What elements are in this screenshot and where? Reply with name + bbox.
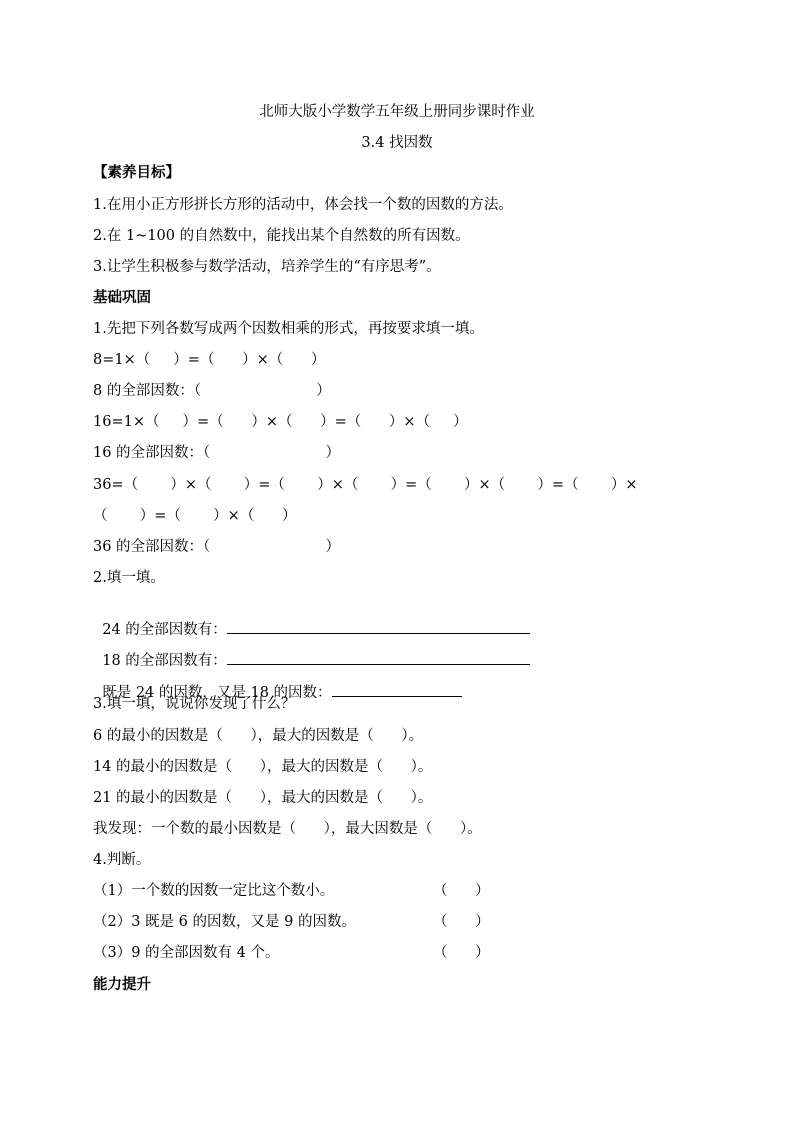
- goal-item-1: 1.在用小正方形拼长方形的活动中，体会找一个数的因数的方法。: [93, 197, 513, 213]
- q3-prompt: 3.填一填，说说你发现了什么？: [93, 696, 296, 712]
- goals-heading: 【素养目标】: [93, 165, 180, 181]
- goal-item-2: 2.在 1~100 的自然数中，能找出某个自然数的所有因数。: [93, 228, 470, 244]
- q4-answer-2[interactable]: （ ）: [433, 914, 490, 930]
- q3-line-21: 21 的最小的因数是（ ），最大的因数是（ ）。: [93, 790, 433, 806]
- q2-label-24: 24 的全部因数有：: [102, 622, 227, 638]
- q4-item-3: （3）9 的全部因数有 4 个。: [93, 945, 280, 961]
- q3-line-14: 14 的最小的因数是（ ），最大的因数是（ ）。: [93, 759, 433, 775]
- q2-prompt: 2.填一填。: [93, 570, 165, 586]
- q1-line-36-cont: （ ）=（ ）×（ ）: [93, 508, 297, 524]
- q3-discovery: 我发现：一个数的最小因数是（ ），最大因数是（ ）。: [93, 821, 482, 837]
- q3-line-6: 6 的最小的因数是（ ），最大的因数是（ ）。: [93, 728, 424, 744]
- answer-blank[interactable]: [332, 682, 462, 697]
- q1-line-16: 16=1×（ ）=（ ）×（ ）=（ ）×（ ）: [93, 414, 468, 430]
- q4-item-1: （1）一个数的因数一定比这个数小。: [93, 883, 335, 899]
- goal-item-3: 3.让学生积极参与数学活动，培养学生的“有序思考”。: [93, 259, 441, 275]
- q1-factors-16: 16 的全部因数：（ ）: [93, 445, 341, 461]
- q4-answer-3[interactable]: （ ）: [433, 945, 490, 961]
- advanced-heading: 能力提升: [93, 977, 151, 993]
- q1-factors-8: 8 的全部因数：（ ）: [93, 383, 331, 399]
- basic-heading: 基础巩固: [93, 290, 151, 306]
- q2-label-common: 既是 24 的因数，又是 18 的因数：: [102, 685, 332, 701]
- q1-prompt: 1.先把下列各数写成两个因数相乘的形式，再按要求填一填。: [93, 321, 484, 337]
- page-subtitle: 3.4 找因数: [361, 135, 433, 151]
- q1-line-8: 8=1×（ ）=（ ）×（ ）: [93, 352, 326, 368]
- page-title: 北师大版小学数学五年级上册同步课时作业: [259, 104, 535, 120]
- q1-factors-36: 36 的全部因数：（ ）: [93, 539, 341, 555]
- q4-item-2: （2）3 既是 6 的因数，又是 9 的因数。: [93, 914, 356, 930]
- q4-prompt: 4.判断。: [93, 852, 151, 868]
- q4-answer-1[interactable]: （ ）: [433, 883, 490, 899]
- q2-label-18: 18 的全部因数有：: [102, 653, 227, 669]
- answer-blank[interactable]: [227, 650, 530, 665]
- q1-line-36: 36=（ ）×（ ）=（ ）×（ ）=（ ）×（ ）=（ ）×: [93, 477, 638, 493]
